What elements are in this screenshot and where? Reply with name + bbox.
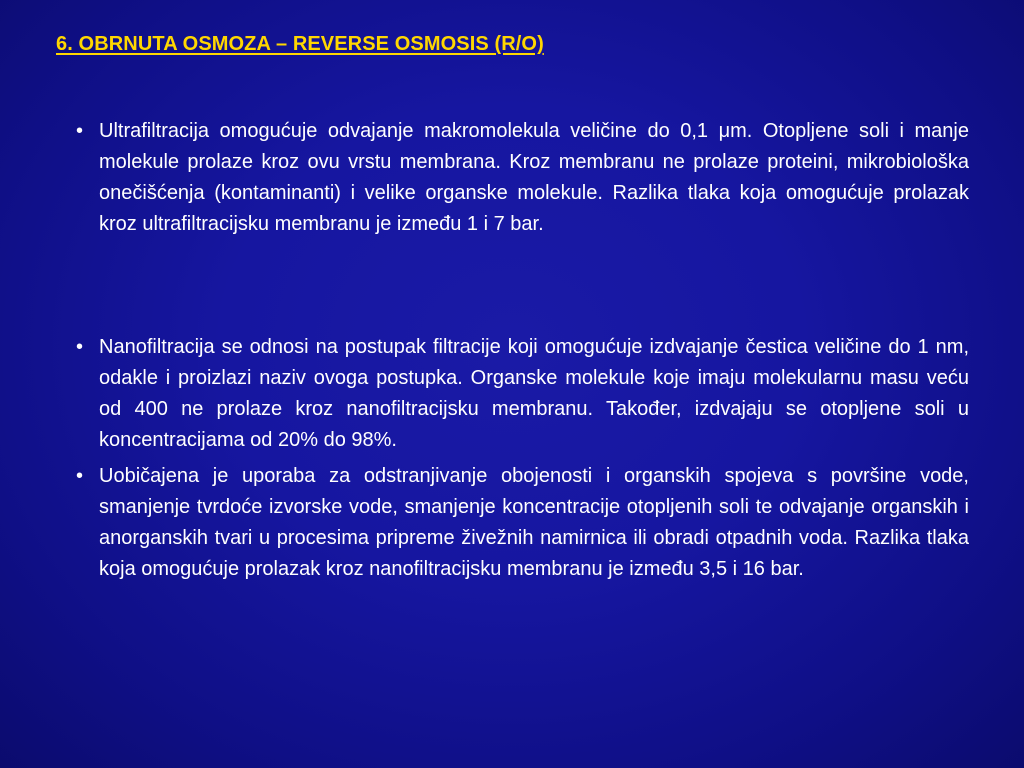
bullet-item-ultrafiltration [76, 116, 969, 240]
bullet-list-nanofiltration [76, 332, 969, 585]
bullet-item-nanofiltration [76, 332, 969, 456]
bullet-text: Uobičajena je uporaba za odstranjivanje obojenosti i organskih spojeva s površine vode, smanjenje tvrdoće izvorske vode, smanjenje koncentracije otopljenih soli te odvajanje organskih i anorganskih tvari u procesima pripreme živežnih namirnica ili obradi otpadnih voda. Razlika tlaka koja omogućuje prolazak kroz nanofiltracijsku membranu je između 3,5 i 16 bar. [99, 465, 969, 580]
bullet-text: Ultrafiltracija omogućuje odvajanje makromolekula veličine do 0,1 μm. Otopljene soli i manje molekule prolaze kroz ovu vrstu membrana. Kroz membranu ne prolaze proteini, mikrobiološka onečišćenja (kontaminanti) i velike organske molekule. Razlika tlaka koja omogućuje prolazak kroz ultrafiltracijsku membranu je između 1 i 7 bar. [99, 120, 969, 235]
bullet-list-ultrafiltration [76, 116, 969, 240]
slide-title: 6. OBRNUTA OSMOZA – REVERSE OSMOSIS (R/O) [56, 33, 544, 55]
bullet-marker: • [76, 120, 84, 142]
bullet-marker: • [76, 336, 84, 358]
bullet-item-nanofiltration-uses [76, 461, 969, 585]
bullet-marker: • [76, 465, 84, 487]
bullet-text: Nanofiltracija se odnosi na postupak filtracije koji omogućuje izdvajanje čestica veličine do 1 nm, odakle i proizlazi naziv ovoga postupka. Organske molekule koje imaju molekularnu masu veću od 400 ne prolaze kroz nanofiltracijsku membranu. Također, izdvajaju se otopljene soli u koncentracijama od 20% do 98%. [99, 336, 969, 451]
